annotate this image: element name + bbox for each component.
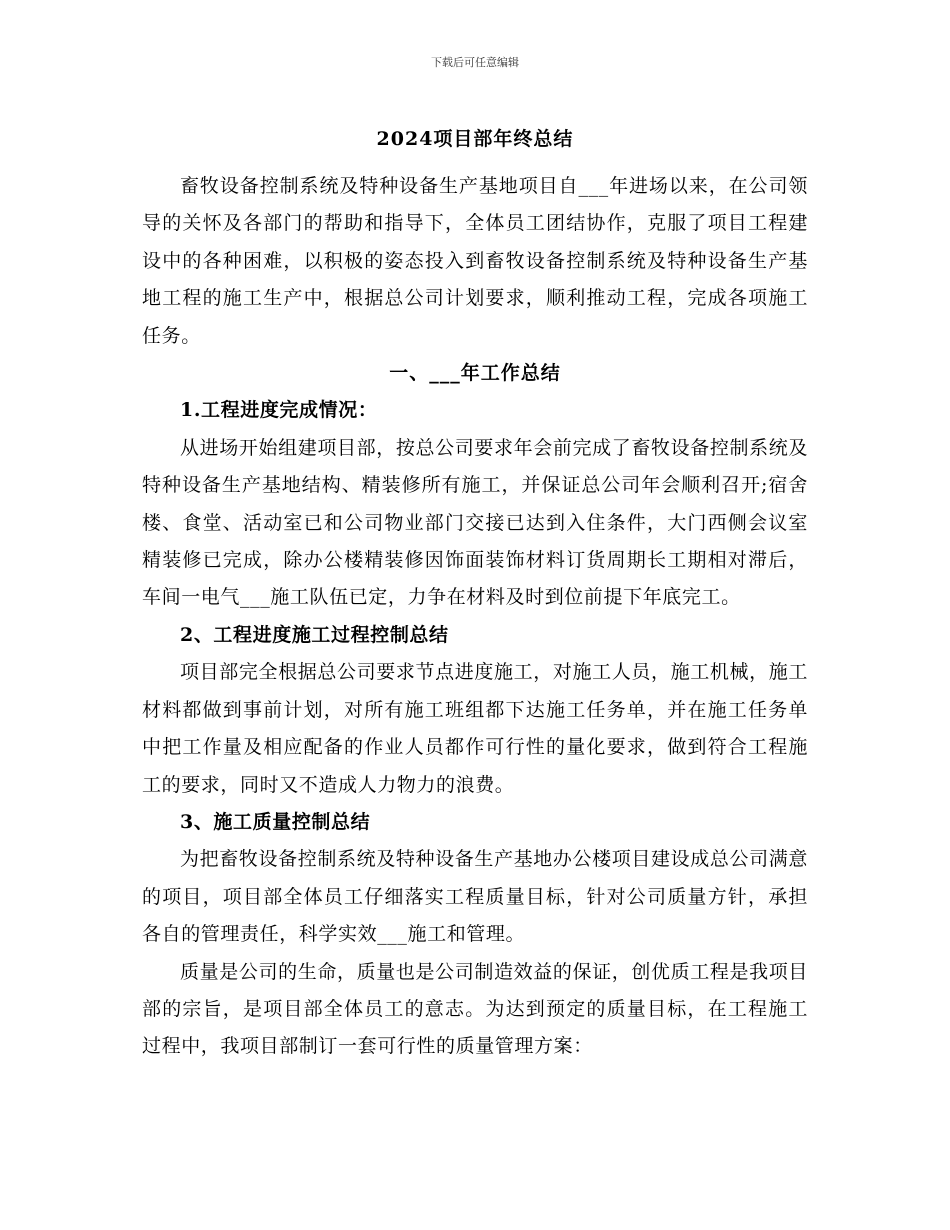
document-body xyxy=(142,168,808,1066)
intro-paragraph: 畜牧设备控制系统及特种设备生产基地项目自___年进场以来，在公司领导的关怀及各部门的帮助和指导下，全体员工团结协作，克服了项目工程建设中的各种困难，以积极的姿态投入到畜牧设备控制系统及特种设备生产基地工程的施工生产中，根据总公司计划要求，顺利推动工程，完成各项施工任务。 xyxy=(142,175,808,347)
quality-control-paragraph-1: 为把畜牧设备控制系统及特种设备生产基地办公楼项目建设成总公司满意的项目，项目部全体员工仔细落实工程质量目标，针对公司质量方针，承担各自的管理责任，科学实效___施工和管理。 xyxy=(142,848,808,946)
process-control-paragraph: 项目部完全根据总公司要求节点进度施工，对施工人员，施工机械，施工材料都做到事前计划，对所有施工班组都下达施工任务单，并在施工任务单中把工作量及相应配备的作业人员都作可行性的量化要求，做到符合工程施工的要求，同时又不造成人力物力的浪费。 xyxy=(142,661,808,796)
subsection-heading-quality-control: 3、施工质量控制总结 xyxy=(180,810,371,833)
document-title: 2024项目部年终总结 xyxy=(376,128,574,150)
page-header-note: 下载后可任意编辑 xyxy=(431,56,519,69)
subsection-heading-process-control: 2、工程进度施工过程控制总结 xyxy=(180,623,449,646)
subsection-heading-progress: 1.工程进度完成情况： xyxy=(180,399,378,422)
quality-control-paragraph-2: 质量是公司的生命，质量也是公司制造效益的保证，创优质工程是我项目部的宗旨，是项目部全体员工的意志。为达到预定的质量目标，在工程施工过程中，我项目部制订一套可行性的质量管理方案： xyxy=(142,960,808,1058)
progress-paragraph: 从进场开始组建项目部，按总公司要求年会前完成了畜牧设备控制系统及特种设备生产基地结构、精装修所有施工，并保证总公司年会顺利召开;宿舍楼、食堂、活动室已和公司物业部门交接已达到入住条件，大门西侧会议室精装修已完成，除办公楼精装修因饰面装饰材料订货周期长工期相对滞后，车间一电气___施工队伍已定，力争在材料及时到位前提下年底完工。 xyxy=(142,436,808,609)
section-heading: 一、___年工作总结 xyxy=(389,362,561,385)
